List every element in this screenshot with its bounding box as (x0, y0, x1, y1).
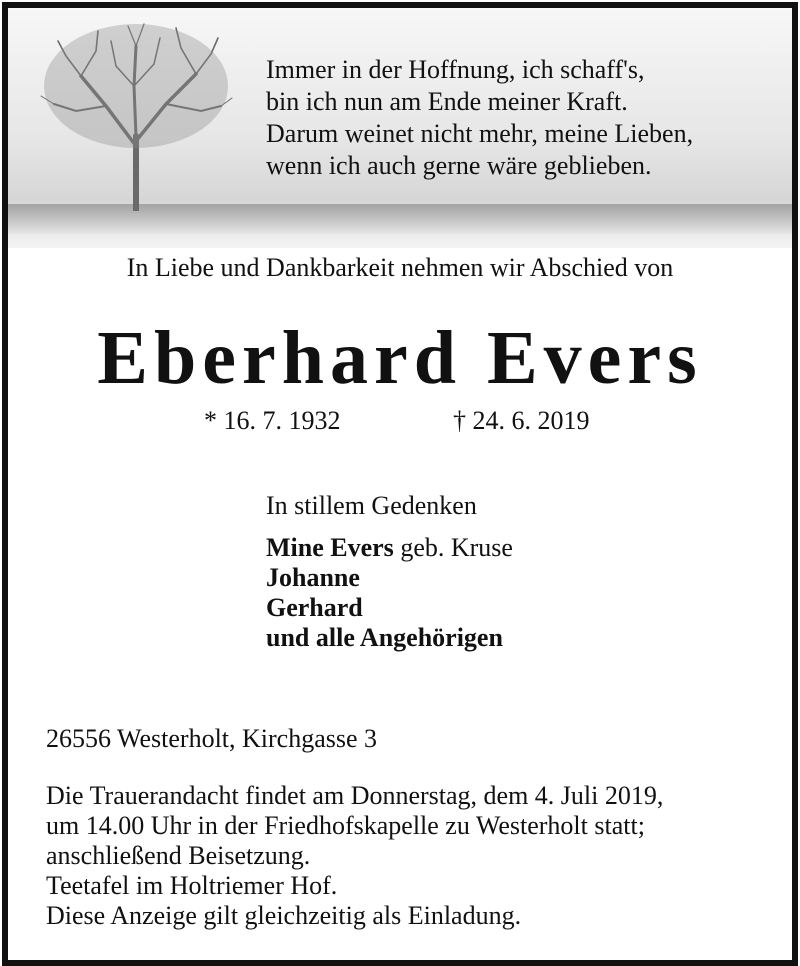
poem-line: bin ich nun am Ende meiner Kraft. (266, 87, 628, 116)
poem-line: Immer in der Hoffnung, ich schaff's, (266, 55, 645, 84)
mourner-name: Mine Evers (266, 533, 394, 562)
mourner-name: und alle Angehörigen (266, 623, 503, 652)
family-address: 26556 Westerholt, Kirchgasse 3 (46, 724, 378, 753)
mourners-block (266, 491, 513, 653)
death-date: † 24. 6. 2019 (453, 406, 590, 435)
poem-line: wenn ich auch gerne wäre geblieben. (266, 151, 652, 180)
tree-image (36, 16, 236, 211)
mourner-entry (266, 533, 513, 563)
notice-line: Diese Anzeige gilt gleichzeitig als Einladung. (46, 901, 522, 930)
header-landscape-image (8, 8, 792, 248)
farewell-intro: In Liebe und Dankbarkeit nehmen wir Abschied von (126, 253, 674, 282)
poem-verse (266, 54, 693, 182)
poem-line: Darum weinet nicht mehr, meine Lieben, (266, 119, 694, 148)
service-notice (46, 781, 663, 931)
mourner-name: Gerhard (266, 593, 363, 622)
mourner-name: Johanne (266, 563, 360, 592)
mourning-phrase: In stillem Gedenken (266, 491, 477, 520)
notice-line: Teetafel im Holtriemer Hof. (46, 871, 338, 900)
mourner-suffix: geb. Kruse (393, 533, 513, 562)
obituary-card (2, 2, 798, 966)
notice-line: Die Trauerandacht findet am Donnerstag, dem 4. Juli 2019, (46, 781, 664, 810)
notice-line: um 14.00 Uhr in der Friedhofskapelle zu Westerholt statt; (46, 811, 645, 840)
birth-date: * 16. 7. 1932 (204, 406, 341, 435)
notice-line: anschließend Beisetzung. (46, 841, 311, 870)
deceased-name: Eberhard Evers (97, 316, 703, 400)
